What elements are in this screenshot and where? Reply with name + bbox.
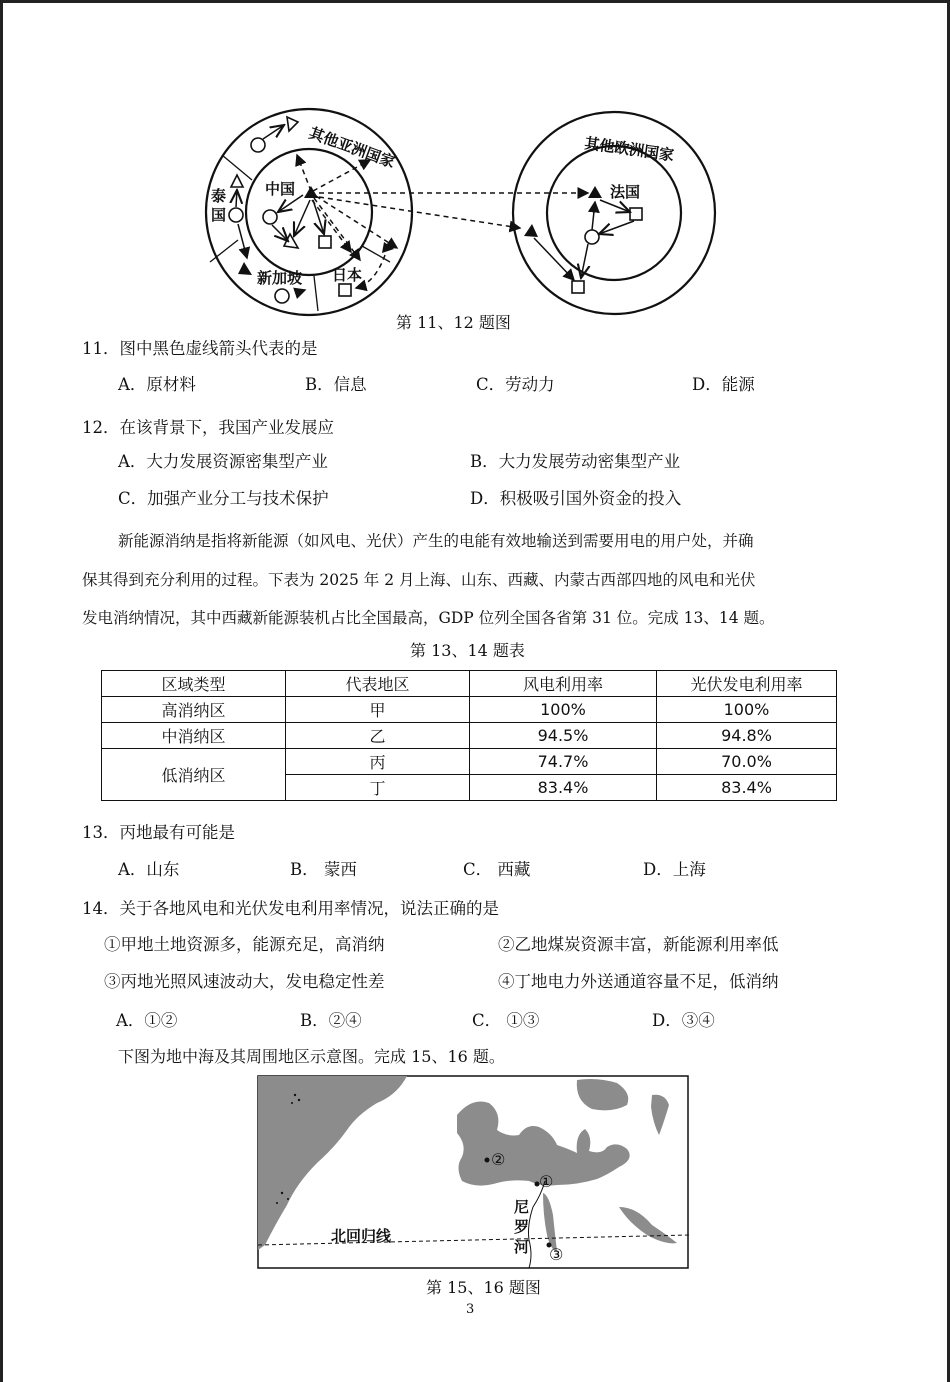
label-japan: 日本: [332, 266, 363, 284]
table-cell: 低消纳区: [102, 749, 286, 801]
triangle-symbol: [287, 117, 298, 131]
table-cell: 74.7%: [470, 749, 657, 775]
q13-option-d: D．上海: [643, 860, 706, 879]
table-header-row: [102, 671, 837, 697]
label-china: 中国: [265, 180, 296, 198]
q13-option-c: C． 西藏: [463, 860, 531, 879]
black-triangle-symbol: [382, 242, 394, 253]
square-symbol: [319, 236, 331, 248]
mediterranean-map: [257, 1075, 689, 1269]
map-caption: 第 15、16 题图: [426, 1278, 541, 1297]
q11-option-d: D．能源: [692, 375, 755, 394]
q14-item-4: ④丁地电力外送通道容量不足，低消纳: [498, 972, 779, 991]
label-france: 法国: [610, 183, 641, 201]
nile-label-1: 尼: [514, 1198, 530, 1216]
table-cell: 100%: [657, 697, 837, 723]
table-cell: 83.4%: [470, 775, 657, 801]
table-header: 代表地区: [286, 671, 470, 697]
circle-symbol: [275, 289, 289, 303]
q12-stem: 12．在该背景下，我国产业发展应: [82, 418, 334, 437]
marker-1: ①: [539, 1172, 554, 1191]
q13-option-a: A．山东: [118, 860, 180, 879]
marker-2: ②: [491, 1150, 506, 1169]
table-cell: 83.4%: [657, 775, 837, 801]
q11-option-a: A．原材料: [118, 375, 196, 394]
page-number: 3: [466, 1302, 475, 1317]
passage-line-2: 保其得到充分利用的过程。下表为 2025 年 2 月上海、山东、西藏、内蒙古西部四地的风电和光伏: [82, 571, 756, 589]
table-row: [102, 723, 837, 749]
map-intro: 下图为地中海及其周围地区示意图。完成 15、16 题。: [118, 1047, 505, 1066]
q13-stem: 13．丙地最有可能是: [82, 823, 235, 842]
table-cell: 丙: [286, 749, 470, 775]
label-other-asia: 其他亚洲国家: [306, 123, 398, 172]
q14-stem: 14．关于各地风电和光伏发电利用率情况，说法正确的是: [82, 899, 499, 918]
table-header: 光伏发电利用率: [657, 671, 837, 697]
q12-option-d: D．积极吸引国外资金的投入: [470, 489, 682, 508]
table-cell: 94.8%: [657, 723, 837, 749]
q12-option-b: B．大力发展劳动密集型产业: [470, 452, 681, 471]
q14-option-d: D．③④: [652, 1011, 715, 1030]
table-header: 风电利用率: [470, 671, 657, 697]
q11-stem: 11．图中黑色虚线箭头代表的是: [82, 339, 318, 358]
table-cell: 甲: [286, 697, 470, 723]
q12-option-a: A．大力发展资源密集型产业: [118, 452, 328, 471]
circle-symbol: [251, 138, 265, 152]
table-cell: 100%: [470, 697, 657, 723]
triangle-symbol: [231, 175, 243, 187]
square-symbol: [572, 281, 584, 293]
table-row: [102, 749, 837, 775]
q12-option-c: C．加强产业分工与技术保护: [118, 489, 329, 508]
table-row: [102, 697, 837, 723]
table-caption: 第 13、14 题表: [410, 641, 525, 660]
q14-item-1: ①甲地土地资源多，能源充足，高消纳: [104, 935, 385, 954]
circle-symbol: [263, 210, 277, 224]
label-thailand-1: 泰: [211, 187, 227, 205]
utilization-table: [101, 670, 837, 801]
table-cell: 高消纳区: [102, 697, 286, 723]
passage-line-1: 新能源消纳是指将新能源（如风电、光伏）产生的电能有效地输送到需要用电的用户处，并确: [118, 532, 754, 550]
q14-option-b: B．②④: [300, 1011, 362, 1030]
tropic-label: 北回归线: [331, 1227, 392, 1245]
triangle-symbol: [284, 234, 298, 248]
q14-item-2: ②乙地煤炭资源丰富，新能源利用率低: [498, 935, 779, 954]
marker-3: ③: [549, 1245, 564, 1264]
q13-option-b: B． 蒙西: [290, 860, 357, 879]
passage-line-3: 发电消纳情况，其中西藏新能源装机占比全国最高，GDP 位列全国各省第 31 位。完成 13、14 题。: [82, 609, 775, 627]
circle-symbol: [229, 208, 243, 222]
table-header: 区域类型: [102, 671, 286, 697]
q11-option-c: C．劳动力: [476, 375, 555, 394]
table-cell: 乙: [286, 723, 470, 749]
label-other-europe: 其他欧洲国家: [583, 134, 676, 165]
q14-option-c: C． ①③: [472, 1011, 540, 1030]
q14-option-a: A．①②: [116, 1011, 178, 1030]
q14-item-3: ③丙地光照风速波动大，发电稳定性差: [104, 972, 385, 991]
black-triangle-symbol: [524, 224, 538, 237]
table-cell: 丁: [286, 775, 470, 801]
nile-label-3: 河: [514, 1238, 530, 1256]
table-cell: 94.5%: [470, 723, 657, 749]
trade-network-diagram: [0, 0, 950, 320]
table-cell: 中消纳区: [102, 723, 286, 749]
square-symbol: [339, 284, 351, 296]
black-triangle-symbol: [238, 262, 252, 275]
black-triangle-symbol: [588, 186, 602, 198]
label-thailand-2: 国: [211, 206, 227, 224]
circle-symbol: [585, 230, 599, 244]
label-singapore: 新加坡: [257, 269, 303, 287]
table-cell: 70.0%: [657, 749, 837, 775]
q11-option-b: B．信息: [305, 375, 367, 394]
nile-label-2: 罗: [514, 1218, 530, 1236]
france-inner-circle: [547, 146, 681, 280]
figure1-caption: 第 11、12 题图: [396, 313, 511, 332]
square-symbol: [630, 208, 642, 220]
